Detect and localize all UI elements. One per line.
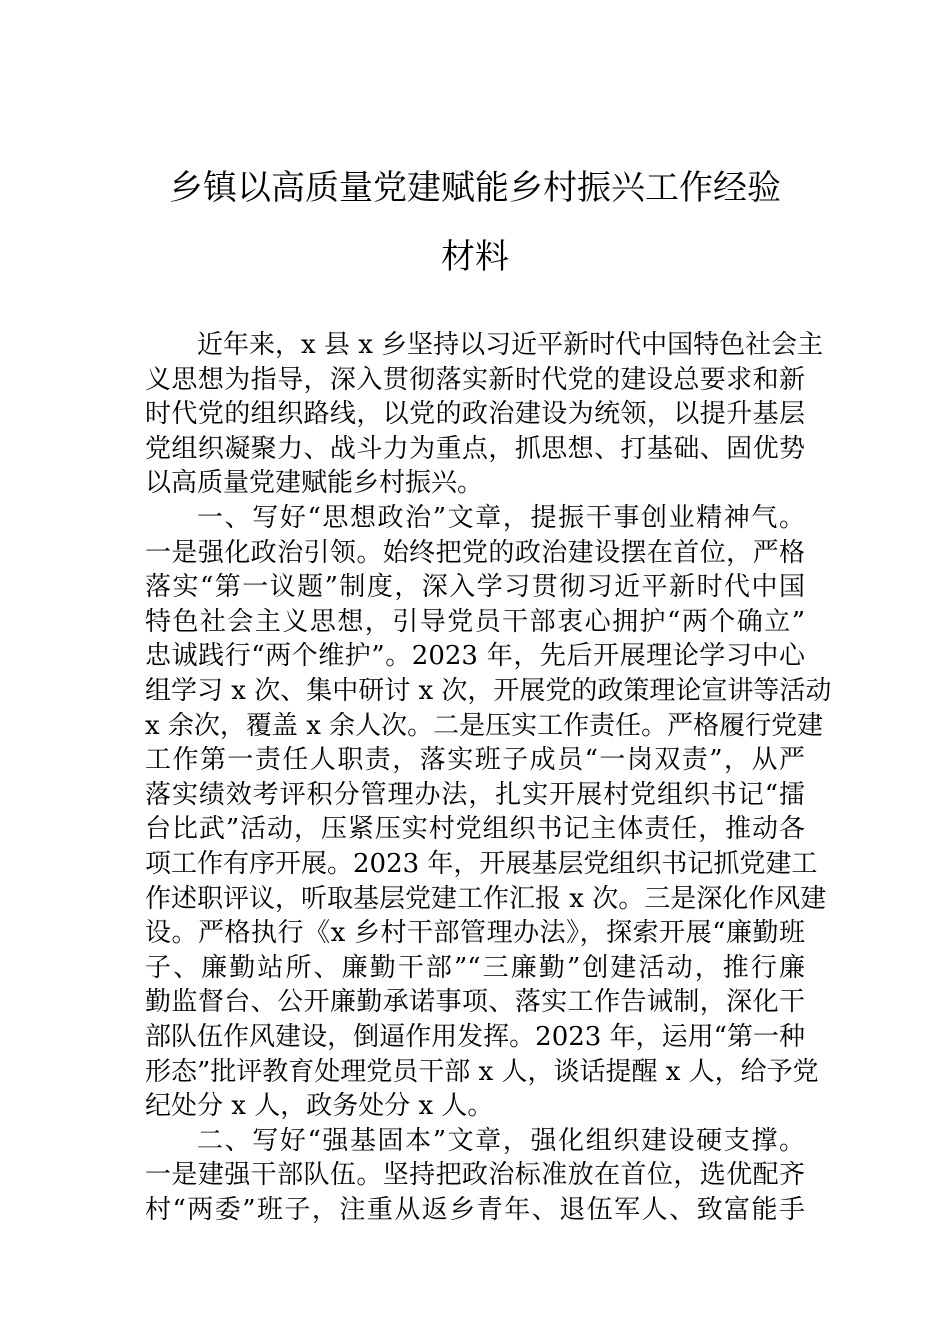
body-text-line: 纪处分 x 人，政务处分 x 人。 (145, 1091, 494, 1122)
body-text-line: 形态”批评教育处理党员干部 x 人，谈话提醒 x 人，给予党 (145, 1056, 819, 1087)
body-text-line: 一是强化政治引领。始终把党的政治建设摆在首位，严格 (145, 537, 805, 568)
body-text-line: 工作第一责任人职责，落实班子成员“一岗双责”，从严 (145, 745, 805, 776)
body-text-line: 以高质量党建赋能乡村振兴。 (145, 468, 484, 499)
body-text-line: 党组织凝聚力、战斗力为重点，抓思想、打基础、固优势 (145, 433, 805, 464)
body-text-line: 组学习 x 次、集中研讨 x 次，开展党的政策理论宣讲等活动 (145, 676, 832, 706)
body-text-line: x 余次，覆盖 x 余人次。二是压实工作责任。严格履行党建 (145, 710, 824, 741)
body-text-line: 设。严格执行《x 乡村干部管理办法》，探索开展“廉勤班 (145, 918, 805, 949)
body-text-line: 台比武”活动，压紧压实村党组织书记主体责任，推动各 (145, 814, 805, 845)
body-text-line: 项工作有序开展。2023 年，开展基层党组织书记抓党建工 (145, 849, 818, 879)
body-text-line: 义思想为指导，深入贯彻落实新时代党的建设总要求和新 (145, 364, 805, 395)
body-text-line: 二、写好“强基固本”文章，强化组织建设硬支撑。 (197, 1125, 805, 1156)
document-title-line-1: 乡镇以高质量党建赋能乡村振兴工作经验 (169, 168, 781, 208)
body-text-line: 近年来，x 县 x 乡坚持以习近平新时代中国特色社会主 (197, 330, 824, 360)
body-text-line: 村“两委”班子，注重从返乡青年、退伍军人、致富能手 (145, 1195, 805, 1225)
document-title-line-2: 材料 (441, 237, 509, 277)
body-text-line: 特色社会主义思想，引导党员干部衷心拥护“两个确立” (145, 606, 805, 637)
body-text-line: 勤监督台、公开廉勤承诺事项、落实工作告诫制，深化干 (145, 987, 805, 1018)
body-text-line: 一是建强干部队伍。坚持把政治标准放在首位，选优配齐 (145, 1160, 805, 1191)
body-text-line: 子、廉勤站所、廉勤干部”“三廉勤”创建活动，推行廉 (145, 952, 805, 983)
body-text-line: 落实“第一议题”制度，深入学习贯彻习近平新时代中国 (145, 572, 805, 603)
body-text-line: 时代党的组织路线，以党的政治建设为统领，以提升基层 (145, 399, 805, 430)
body-text-line: 忠诚践行“两个维护”。2023 年，先后开展理论学习中心 (145, 641, 805, 672)
body-text-line: 一、写好“思想政治”文章，提振干事创业精神气。 (197, 503, 805, 533)
body-text-line: 落实绩效考评积分管理办法，扎实开展村党组织书记“擂 (145, 779, 805, 810)
body-text-line: 作述职评议，听取基层党建工作汇报 x 次。三是深化作风建 (145, 883, 827, 914)
body-text-line: 部队伍作风建设，倒逼作用发挥。2023 年，运用“第一种 (145, 1022, 805, 1052)
